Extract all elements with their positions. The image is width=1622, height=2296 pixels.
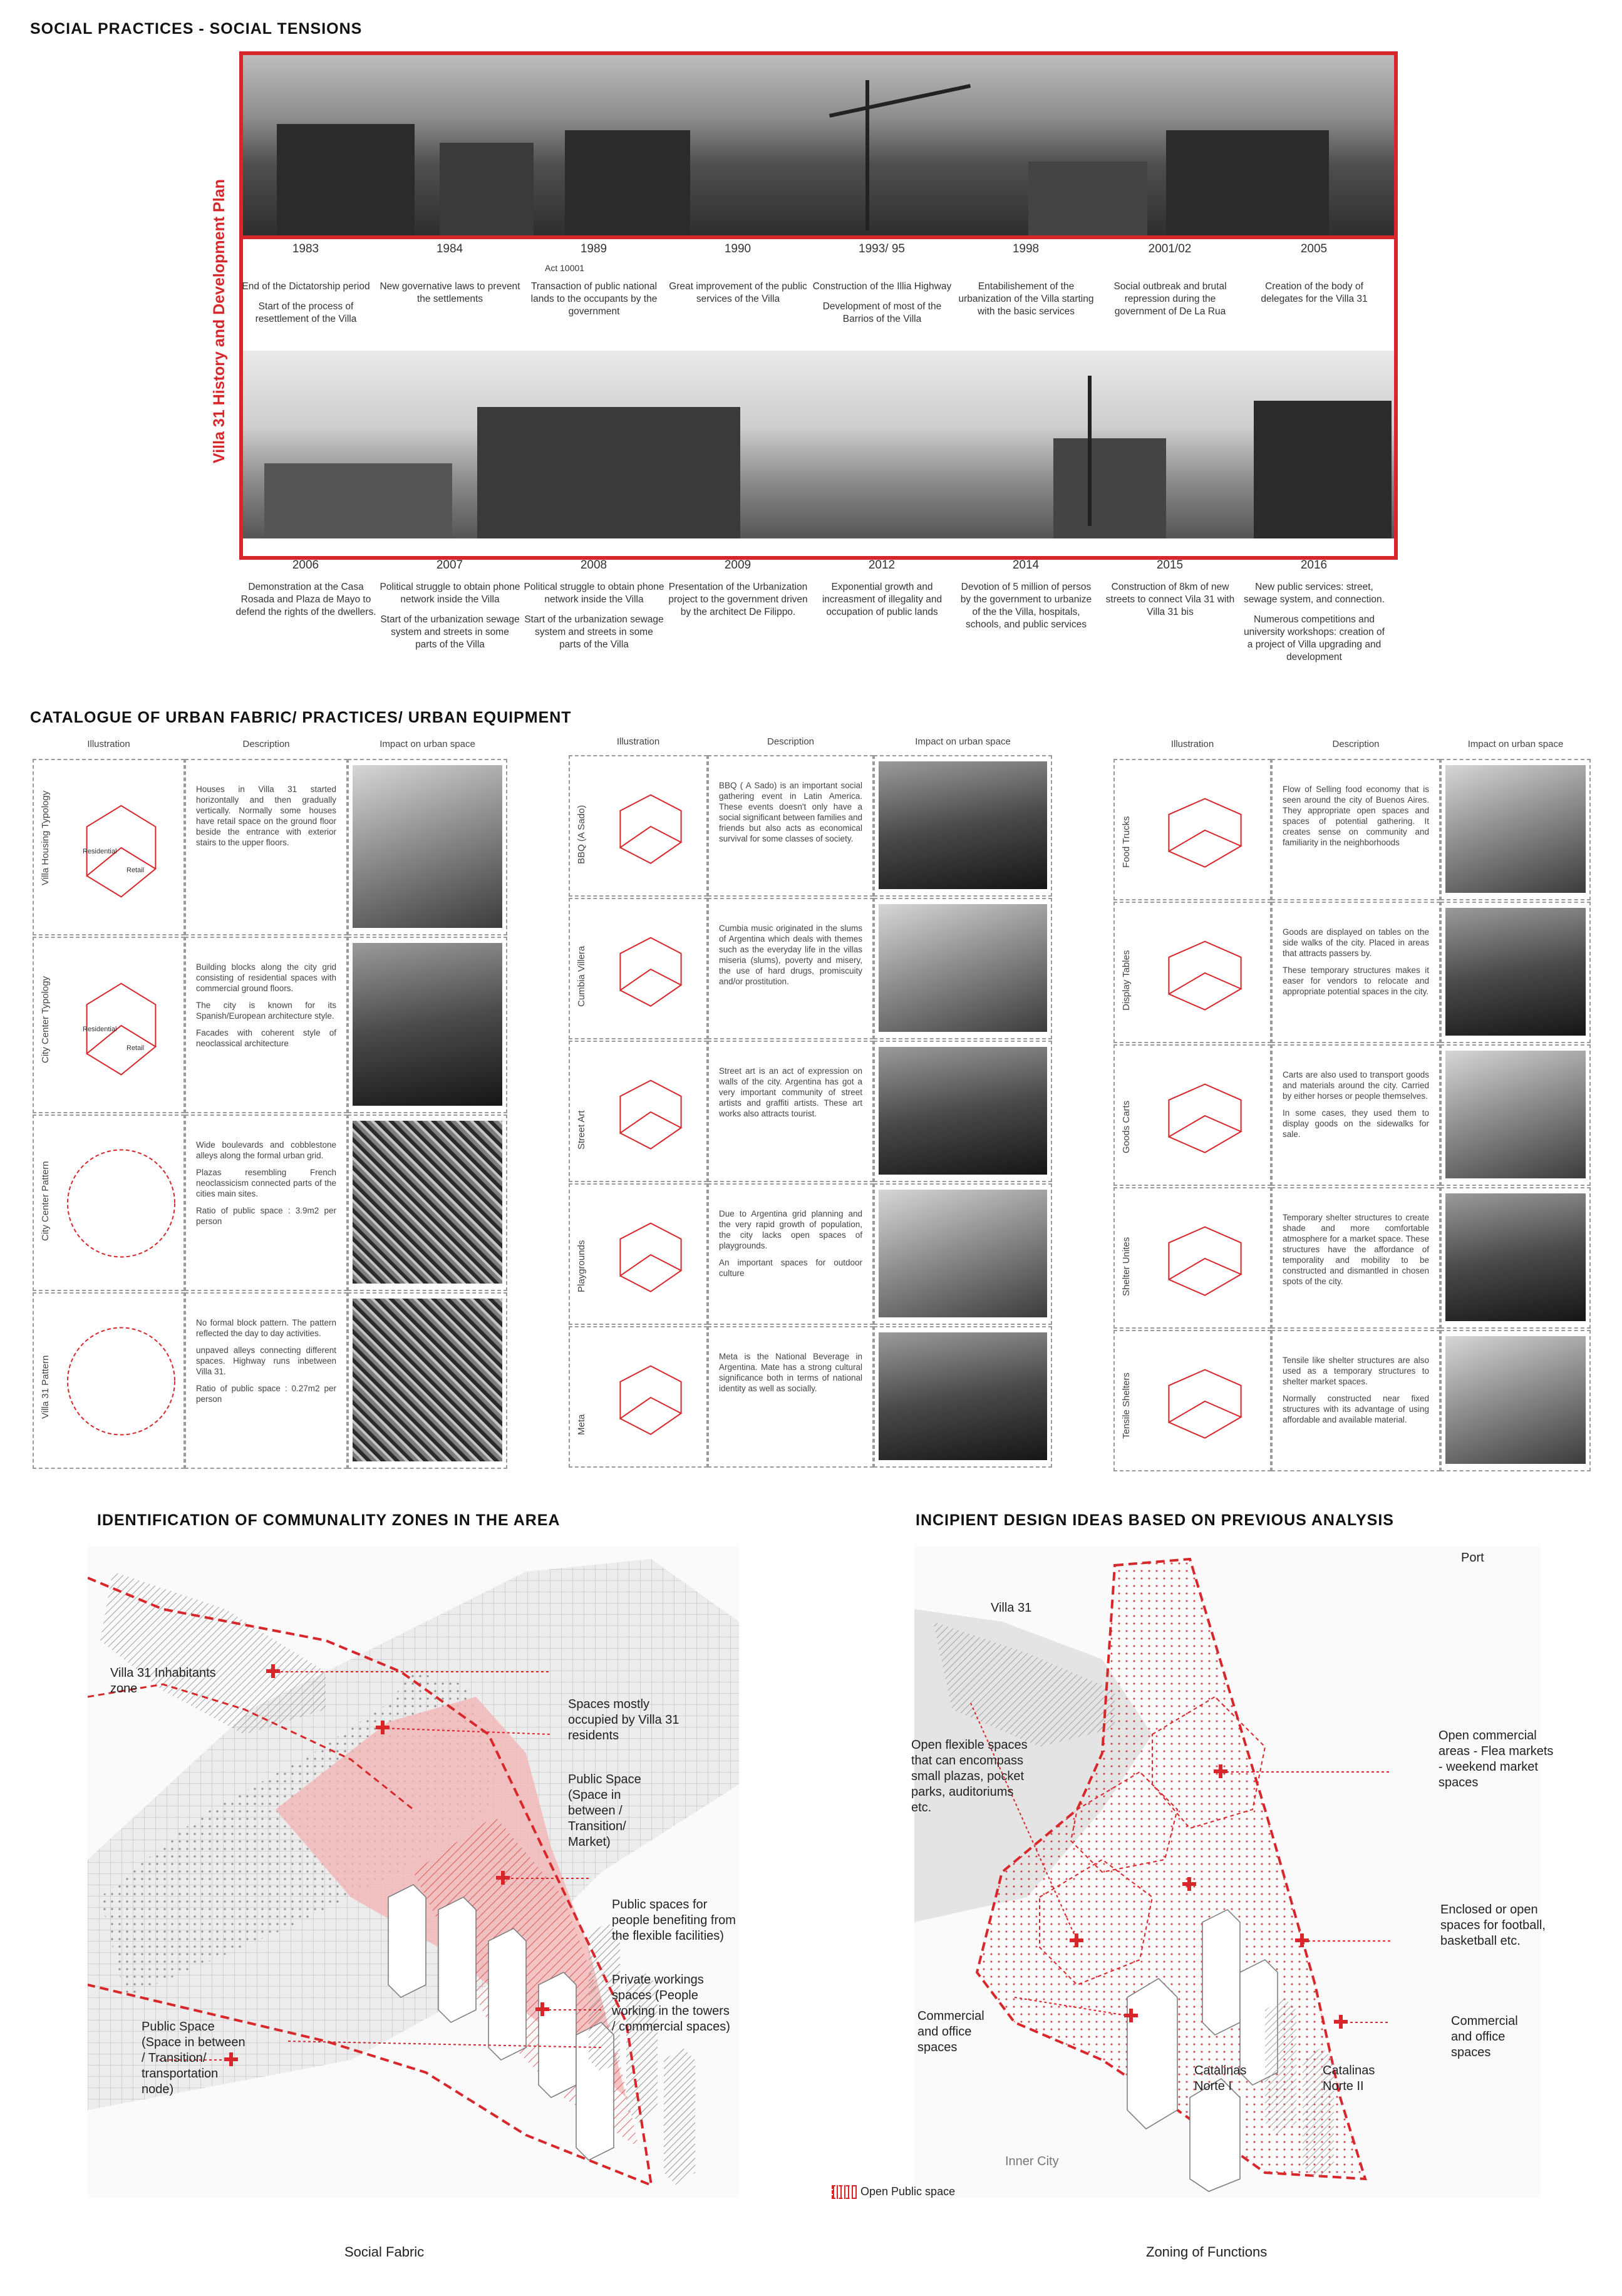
catalogue-illustration xyxy=(600,774,701,879)
timeline-event-text: Demonstration at the Casa Rosada and Plaza de Mayo to defend the rights of the dwellers. xyxy=(235,582,376,617)
timeline-event xyxy=(956,581,1097,631)
catalogue-row-label: Tensile Shelters xyxy=(1121,1372,1132,1439)
catalogue-row-label: Cumbia Villera xyxy=(576,945,587,1007)
illustration-tag: Retail xyxy=(127,1044,145,1052)
catalogue-row-label: Villa 31 Pattern xyxy=(40,1355,51,1419)
catalogue-illustration xyxy=(64,778,178,918)
catalogue-description xyxy=(719,923,862,993)
timeline-event-text: Political struggle to obtain phone network inside the Villa xyxy=(524,582,664,605)
description-paragraph: Ratio of public space : 0.27m2 per person xyxy=(196,1384,336,1404)
catalogue-row-label: Street Art xyxy=(576,1110,587,1150)
map-right-caption: Zoning of Functions xyxy=(1146,2244,1268,2260)
timeline-event-subtext: Start of the urbanization sewage system and streets in some parts of the Villa xyxy=(380,614,520,650)
description-paragraph: Building blocks along the city grid consisting of residential spaces with commercial ground floors. xyxy=(196,962,336,993)
timeline-year: 1993/ 95 xyxy=(859,242,905,255)
timeline-event xyxy=(1100,581,1241,619)
timeline-year: 2014 xyxy=(1012,559,1040,572)
catalogue-description xyxy=(1283,1355,1429,1431)
description-paragraph: Street art is an act of expression on walls of the city. Argentina has got a very important community of street artists and graffiti artists. These art works also attracts tourist. xyxy=(719,1066,862,1118)
map-left-title: IDENTIFICATION OF COMMUNALITY ZONES IN THE AREA xyxy=(97,1511,560,1529)
timeline-event-text: End of the Dictatorship period xyxy=(242,281,370,292)
catalogue-description xyxy=(1283,784,1429,854)
catalogue-photo xyxy=(1445,1336,1586,1464)
catalogue-photo xyxy=(1445,1051,1586,1178)
timeline-year: 2008 xyxy=(580,559,607,572)
catalogue-illustration xyxy=(64,955,178,1096)
map-right-label-open-commercial: Open commercial areas - Flea markets - weekend market spaces xyxy=(1439,1729,1554,1789)
illustration-tag: Residential xyxy=(83,1026,117,1033)
catalogue-row-label: Food Trucks xyxy=(1121,816,1132,868)
catalogue-illustration xyxy=(1145,778,1265,883)
description-paragraph: These temporary structures makes it easer for vendors to relocate and appropriate potential spaces in the city. xyxy=(1283,965,1429,996)
timeline-event-text: Presentation of the Urbanization project to the government driven by the architect De Filippo. xyxy=(668,582,808,617)
catalogue-illustration xyxy=(600,917,701,1022)
catalogue-column-header: Impact on urban space xyxy=(915,736,1011,747)
catalogue-column-header: Description xyxy=(1332,739,1380,749)
catalogue-illustration xyxy=(1145,1063,1265,1168)
timeline-event xyxy=(235,581,376,619)
catalogue-description xyxy=(719,1351,862,1400)
catalogue-description xyxy=(196,1140,336,1233)
map-left-label-public-market: Public Space (Space in between / Transition/ Market) xyxy=(568,1773,641,1849)
catalogue-photo xyxy=(353,1299,502,1461)
map-left-label-villa-residents: Spaces mostly occupied by Villa 31 residents xyxy=(568,1697,679,1743)
map-left-label-flexible: Public spaces for people benefiting from the flexible facilities) xyxy=(612,1898,736,1943)
catalogue-description xyxy=(1283,1212,1429,1293)
map-right-label-port: Port xyxy=(1461,1551,1484,1565)
timeline-event-text: Social outbreak and brutal repression during the government of De La Rua xyxy=(1113,281,1227,317)
description-paragraph: Facades with coherent style of neoclassical architecture xyxy=(196,1028,336,1048)
description-paragraph: Flow of Selling food economy that is seen around the city of Buenos Aires. They appropriate open spaces and spaces of potential gathering. It creates sense on community and familiarity in the neighborhoods xyxy=(1283,785,1429,847)
map-left-label-public-transport: Public Space (Space in between / Transition/ transportation node) xyxy=(142,2020,245,2096)
map-right-label-open-flexible: Open flexible spaces that can encompass small plazas, pocket parks, auditoriums etc. xyxy=(911,1738,1028,1815)
description-paragraph: BBQ ( A Sado) is an important social gathering event in Latin America. These events doesn't only have a social significant between families and friends but also acts as economical survival for some classes of society. xyxy=(719,781,862,843)
catalogue-row-label: BBQ (A Sado) xyxy=(576,805,587,864)
catalogue-illustration xyxy=(1145,920,1265,1026)
map-right-label-commercial-left: Commercial and office spaces xyxy=(917,2009,984,2054)
description-paragraph: Normally constructed near fixed structures with its advantage of using affordable and available material. xyxy=(1283,1394,1429,1424)
description-paragraph: An important spaces for outdoor culture xyxy=(719,1258,862,1278)
description-paragraph: unpaved alleys connecting different spaces. Highway runs inbetween Villa 31. xyxy=(196,1346,336,1376)
timeline-event-text: Political struggle to obtain phone network inside the Villa xyxy=(380,582,520,605)
catalogue-description xyxy=(1283,1069,1429,1146)
legend-swatch xyxy=(832,2185,857,2199)
description-paragraph: No formal block pattern. The pattern reflected the day to day activities. xyxy=(196,1318,336,1338)
catalogue-row-label: Shelter Unites xyxy=(1121,1237,1132,1296)
timeline-event xyxy=(524,281,664,318)
catalogue-row-label: City Center Pattern xyxy=(40,1161,51,1241)
catalogue-photo xyxy=(1445,1193,1586,1321)
timeline-event xyxy=(380,581,520,651)
map-right-zoning xyxy=(914,1547,1541,2198)
description-paragraph: Carts are also used to transport goods and materials around the city. Carried by either horses or people themselves. xyxy=(1283,1070,1429,1101)
description-paragraph: Tensile like shelter structures are also used as a temporary structures to shelter market spaces. xyxy=(1283,1356,1429,1386)
catalogue-title: CATALOGUE OF URBAN FABRIC/ PRACTICES/ URBAN EQUIPMENT xyxy=(30,709,572,726)
catalogue-row-label: Meta xyxy=(576,1414,587,1435)
timeline-event-text: New governative laws to prevent the settlements xyxy=(380,281,520,304)
description-paragraph: Due to Argentina grid planning and the very rapid growth of population, the city lacks open spaces of playgrounds. xyxy=(719,1209,862,1250)
catalogue-column-header: Illustration xyxy=(1170,739,1214,749)
catalogue-column-header: Illustration xyxy=(87,739,130,749)
description-paragraph: Plazas resembling French neoclassicism connected parts of the cities main sites. xyxy=(196,1168,336,1198)
timeline-event-text: New public services: street, sewage system, and connection. xyxy=(1244,582,1385,605)
timeline-year: 2012 xyxy=(868,559,896,572)
timeline-year: 2005 xyxy=(1300,242,1328,255)
map-left-label-private-working: Private workings spaces (People working in the towers / commercial spaces) xyxy=(612,1973,730,2034)
illustration-tag: Residential xyxy=(83,848,117,855)
timeline-event-text: Entabilishement of the urbanization of the Villa starting with the basic services xyxy=(958,281,1094,317)
catalogue-illustration xyxy=(64,1133,178,1274)
catalogue-column-header: Description xyxy=(242,739,290,749)
map-right-label-villa: Villa 31 xyxy=(991,1601,1032,1615)
catalogue-photo xyxy=(1445,765,1586,893)
timeline-year: 2016 xyxy=(1300,559,1328,572)
timeline-event xyxy=(668,581,808,619)
catalogue-description xyxy=(196,784,336,854)
catalogue-photo xyxy=(879,904,1047,1032)
map-right-title: INCIPIENT DESIGN IDEAS BASED ON PREVIOUS ANALYSIS xyxy=(916,1511,1394,1529)
timeline-event-text: Devotion of 5 million of persos by the government to urbanize of the the Villa, hospitals, schools, and public services xyxy=(960,582,1092,630)
timeline-year: 1984 xyxy=(436,242,463,255)
catalogue-row-label: City Center Typology xyxy=(40,976,51,1063)
timeline-year: 1998 xyxy=(1012,242,1040,255)
catalogue-photo xyxy=(353,1121,502,1284)
catalogue-illustration xyxy=(600,1345,701,1450)
timeline-year: 2009 xyxy=(724,559,752,572)
catalogue-illustration xyxy=(64,1311,178,1451)
timeline-event xyxy=(668,281,808,306)
catalogue-column-header: Impact on urban space xyxy=(1467,739,1564,749)
catalogue-row-label: Goods Carts xyxy=(1121,1100,1132,1153)
description-paragraph: Ratio of public space : 3.9m2 per person xyxy=(196,1206,336,1226)
timeline-event-subtext: Development of most of the Barrios of the Villa xyxy=(822,301,942,324)
catalogue-description xyxy=(719,1208,862,1285)
map-right-label-catalinas-2: Catalinas Norte II xyxy=(1323,2064,1375,2093)
catalogue-illustration xyxy=(1145,1206,1265,1311)
timeline-event xyxy=(1244,281,1385,306)
timeline-event-text: Construction of 8km of new streets to connect Vila 31 with Villa 31 bis xyxy=(1105,582,1235,617)
catalogue-illustration xyxy=(1145,1349,1265,1454)
map-right-label-commercial-right: Commercial and office spaces xyxy=(1451,2014,1518,2059)
description-paragraph: In some cases, they used them to display goods on the sidewalks for sale. xyxy=(1283,1108,1429,1139)
catalogue-illustration xyxy=(600,1059,701,1165)
timeline-year: 2015 xyxy=(1156,559,1184,572)
timeline-event-subtext: Start of the urbanization sewage system and streets in some parts of the Villa xyxy=(524,614,664,650)
timeline-event xyxy=(235,281,376,326)
description-paragraph: Goods are displayed on tables on the side walks of the city. Placed in areas that attracts passers by. xyxy=(1283,927,1429,958)
timeline-event-subtext: Start of the process of resettlement of the Villa xyxy=(255,301,357,324)
description-paragraph: Meta is the National Beverage in Argentina. Mate has a strong cultural significance both in terms of national identity as well as socially. xyxy=(719,1352,862,1393)
timeline-event xyxy=(1100,281,1241,318)
catalogue-photo xyxy=(353,943,502,1106)
timeline-year: 1989 xyxy=(580,242,607,255)
timeline-event xyxy=(812,281,953,326)
description-paragraph: Wide boulevards and cobblestone alleys along the formal urban grid. xyxy=(196,1140,336,1160)
timeline-event-text: Great improvement of the public services of the Villa xyxy=(669,281,807,304)
map-left-label-inhabitants: Villa 31 Inhabitants zone xyxy=(110,1666,216,1696)
catalogue-column-header: Impact on urban space xyxy=(380,739,475,749)
timeline-year: 1983 xyxy=(292,242,319,255)
catalogue-row-label: Playgrounds xyxy=(576,1240,587,1292)
timeline-year: 1990 xyxy=(724,242,752,255)
catalogue-description xyxy=(196,962,336,1055)
catalogue-illustration xyxy=(600,1202,701,1307)
timeline-event xyxy=(524,581,664,651)
catalogue-row-label: Display Tables xyxy=(1121,950,1132,1011)
catalogue-photo xyxy=(1445,908,1586,1036)
map-right-label-inner-city: Inner City xyxy=(1005,2154,1059,2168)
catalogue-description xyxy=(719,780,862,850)
timeline-year: 2007 xyxy=(436,559,463,572)
catalogue-photo xyxy=(879,1047,1047,1175)
description-paragraph: Houses in Villa 31 started horizontally and then gradually vertically. Normally some houses have retail space on the ground floor beside the entrance with exterior stairs to the upper floors. xyxy=(196,785,336,847)
act-label: Act 10001 xyxy=(545,263,585,273)
catalogue-photo xyxy=(879,761,1047,889)
timeline-event xyxy=(812,581,953,619)
catalogue-description xyxy=(719,1066,862,1125)
timeline-vertical-label: Villa 31 History and Development Plan xyxy=(210,179,228,463)
catalogue-column-header: Illustration xyxy=(616,736,660,747)
timeline-event-text: Exponential growth and increasment of illegality and occupation of public lands xyxy=(822,582,943,617)
catalogue-photo xyxy=(353,765,502,928)
timeline-event xyxy=(380,281,520,306)
timeline-event-text: Construction of the Illia Highway xyxy=(812,281,952,292)
map-right-label-enclosed: Enclosed or open spaces for football, basketball etc. xyxy=(1440,1903,1546,1948)
map-right-label-catalinas-1: Catalinas Norte I xyxy=(1194,2064,1247,2093)
page-title: SOCIAL PRACTICES - SOCIAL TENSIONS xyxy=(30,20,363,38)
description-paragraph: The city is known for its Spanish/European architecture style. xyxy=(196,1001,336,1021)
timeline-year: 2006 xyxy=(292,559,319,572)
description-paragraph: Temporary shelter structures to create shade and more comfortable atmosphere for a market space. These structures have the affordance of temporality and mobility to be constructed and dismantled in chosen spots of the city. xyxy=(1283,1213,1429,1286)
map-left-social-fabric xyxy=(88,1547,739,2198)
catalogue-photo xyxy=(879,1332,1047,1460)
illustration-tag: Retail xyxy=(127,867,145,874)
timeline-frame-top xyxy=(239,51,1398,239)
description-paragraph: Cumbia music originated in the slums of Argentina which deals with themes such as the everyday life in the villas miseria (slums), poverty and misery, the use of hard drugs, promiscuity and/or prostitution. xyxy=(719,924,862,986)
timeline-event-text: Creation of the body of delegates for the Villa 31 xyxy=(1261,281,1368,304)
catalogue-column-header: Description xyxy=(767,736,815,747)
timeline-event xyxy=(956,281,1097,318)
legend-label: Open Public space xyxy=(860,2185,956,2198)
timeline-event xyxy=(1244,581,1385,664)
timeline-event-subtext: Numerous competitions and university workshops: creation of a project of Villa upgrading and development xyxy=(1244,614,1385,662)
map-left-caption: Social Fabric xyxy=(344,2244,425,2260)
timeline-year: 2001/02 xyxy=(1148,242,1192,255)
catalogue-description xyxy=(196,1317,336,1411)
catalogue-row-label: Villa Housing Typology xyxy=(40,790,51,885)
catalogue-description xyxy=(1283,927,1429,1003)
timeline-event-text: Transaction of public national lands to the occupants by the government xyxy=(530,281,658,317)
catalogue-photo xyxy=(879,1190,1047,1317)
